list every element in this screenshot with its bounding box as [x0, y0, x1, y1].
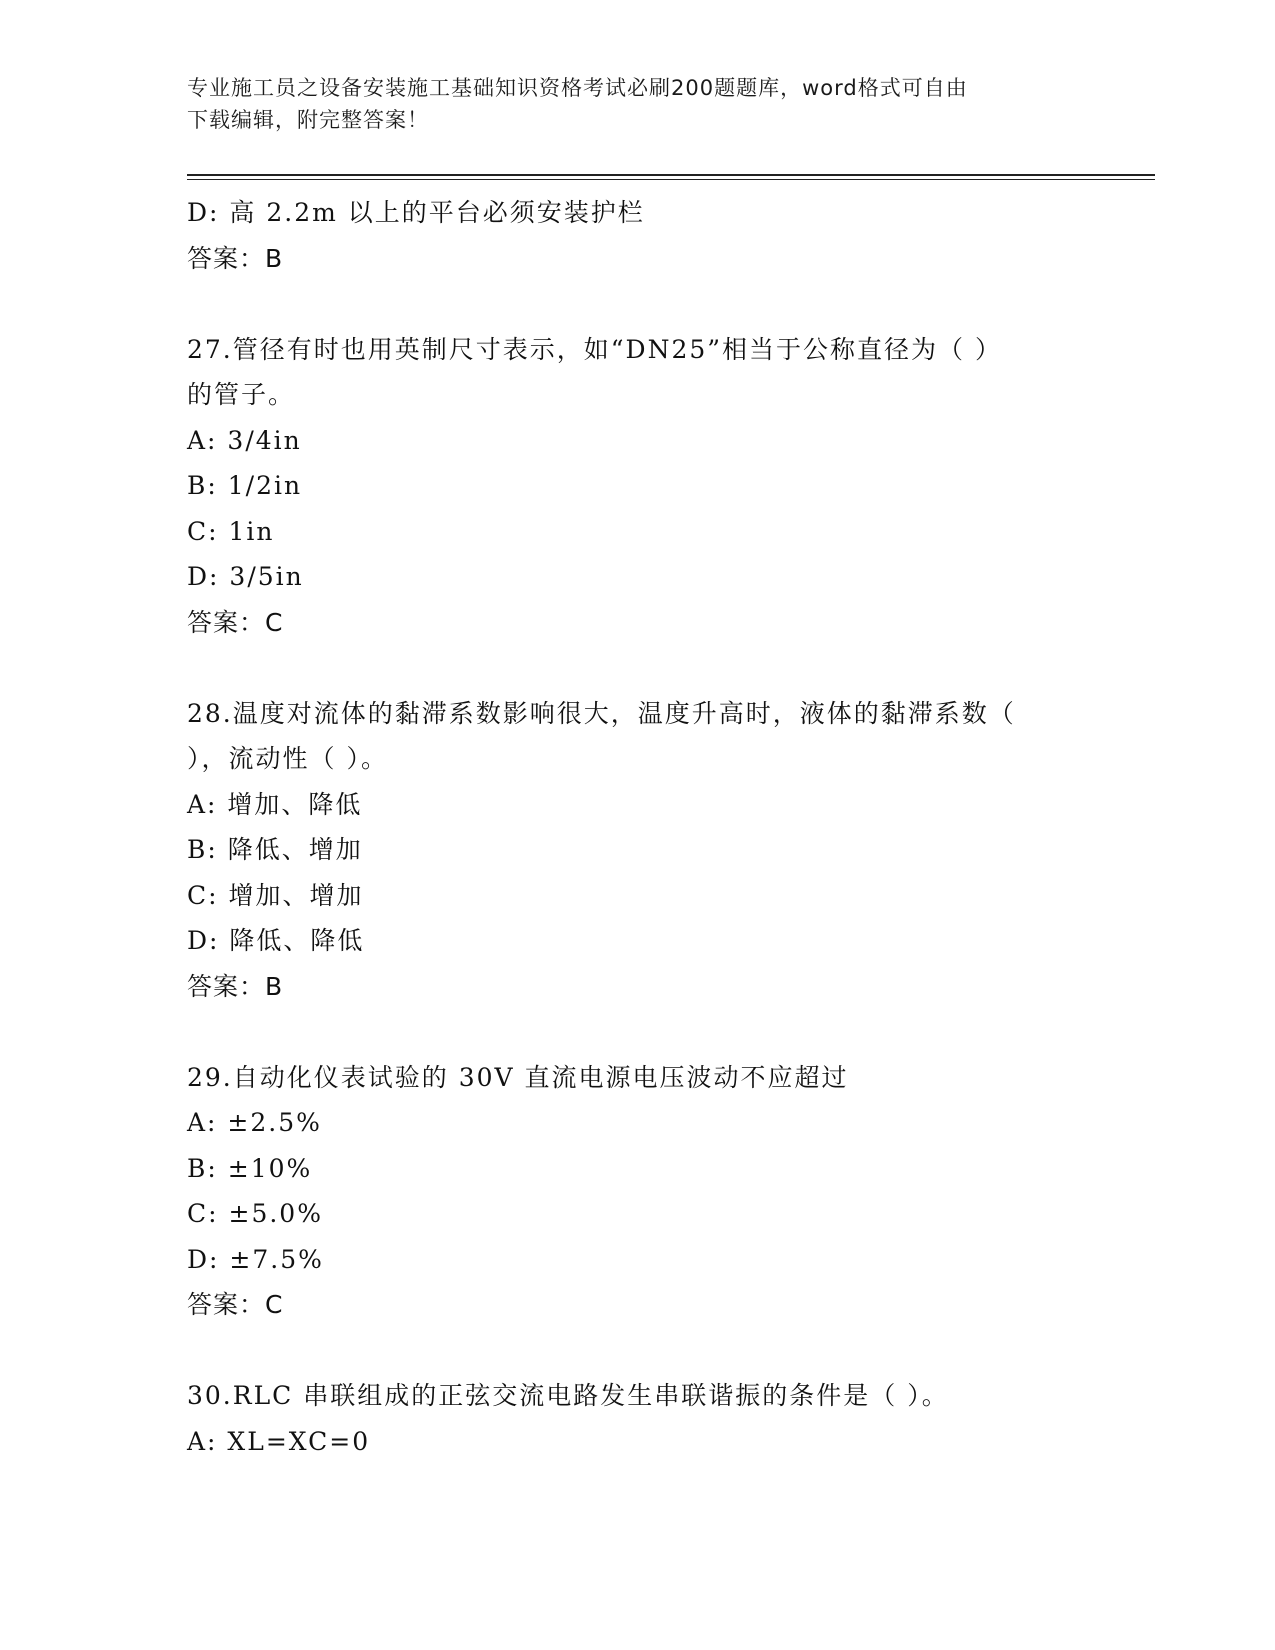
- answer-line: 答案：B: [187, 243, 284, 273]
- answer-line: 答案：C: [187, 1290, 284, 1319]
- option-a: A: 增加、降低: [187, 789, 363, 819]
- question-stem: 30.RLC 串联组成的正弦交流电路发生串联谐振的条件是（ ）。: [187, 1381, 949, 1410]
- header-line-1: 专业施工员之设备安装施工基础知识资格考试必刷200题题库，word格式可自由: [187, 76, 968, 100]
- question-stem: 29.自动化仪表试验的 30V 直流电源电压波动不应超过: [187, 1062, 849, 1092]
- question-stem: 28.温度对流体的黏滞系数影响很大，温度升高时，液体的黏滞系数（: [187, 698, 1016, 728]
- question-stem-continued: ），流动性（ ）。: [187, 744, 388, 773]
- previous-question-tail: [187, 190, 1087, 281]
- option-b: B: 1/2in: [187, 471, 303, 500]
- question-list: [187, 190, 1087, 1464]
- option-d: D: ±7.5%: [187, 1244, 324, 1274]
- option-b: B: ±10%: [187, 1153, 313, 1183]
- option-a: A: ±2.5%: [187, 1108, 322, 1137]
- header-divider-top: [187, 174, 1155, 176]
- option-d: D: 降低、降低: [187, 926, 365, 955]
- question-29: [187, 1055, 1087, 1328]
- document-header: [187, 72, 1087, 136]
- answer-line: 答案：B: [187, 971, 284, 1001]
- question-stem: 27.管径有时也用英制尺寸表示，如“DN25”相当于公称直径为（ ）: [187, 334, 1002, 364]
- option-c: C: 增加、增加: [187, 880, 364, 910]
- option-c: C: 1in: [187, 516, 275, 546]
- header-line-2: 下载编辑，附完整答案！: [187, 108, 429, 132]
- header-divider-bottom: [187, 179, 1155, 180]
- option-a: A: 3/4in: [187, 425, 302, 455]
- answer-line: 答案：C: [187, 607, 284, 637]
- question-30: [187, 1373, 1087, 1464]
- option-d: D: 3/5in: [187, 562, 304, 591]
- question-stem-continued: 的管子。: [187, 380, 296, 409]
- option-d: D: 高 2.2m 以上的平台必须安装护栏: [187, 198, 645, 227]
- option-a: A: XL=XC=0: [187, 1426, 371, 1456]
- question-28: [187, 691, 1087, 1010]
- option-b: B: 降低、增加: [187, 835, 363, 864]
- option-c: C: ±5.0%: [187, 1199, 323, 1228]
- question-27: [187, 327, 1087, 646]
